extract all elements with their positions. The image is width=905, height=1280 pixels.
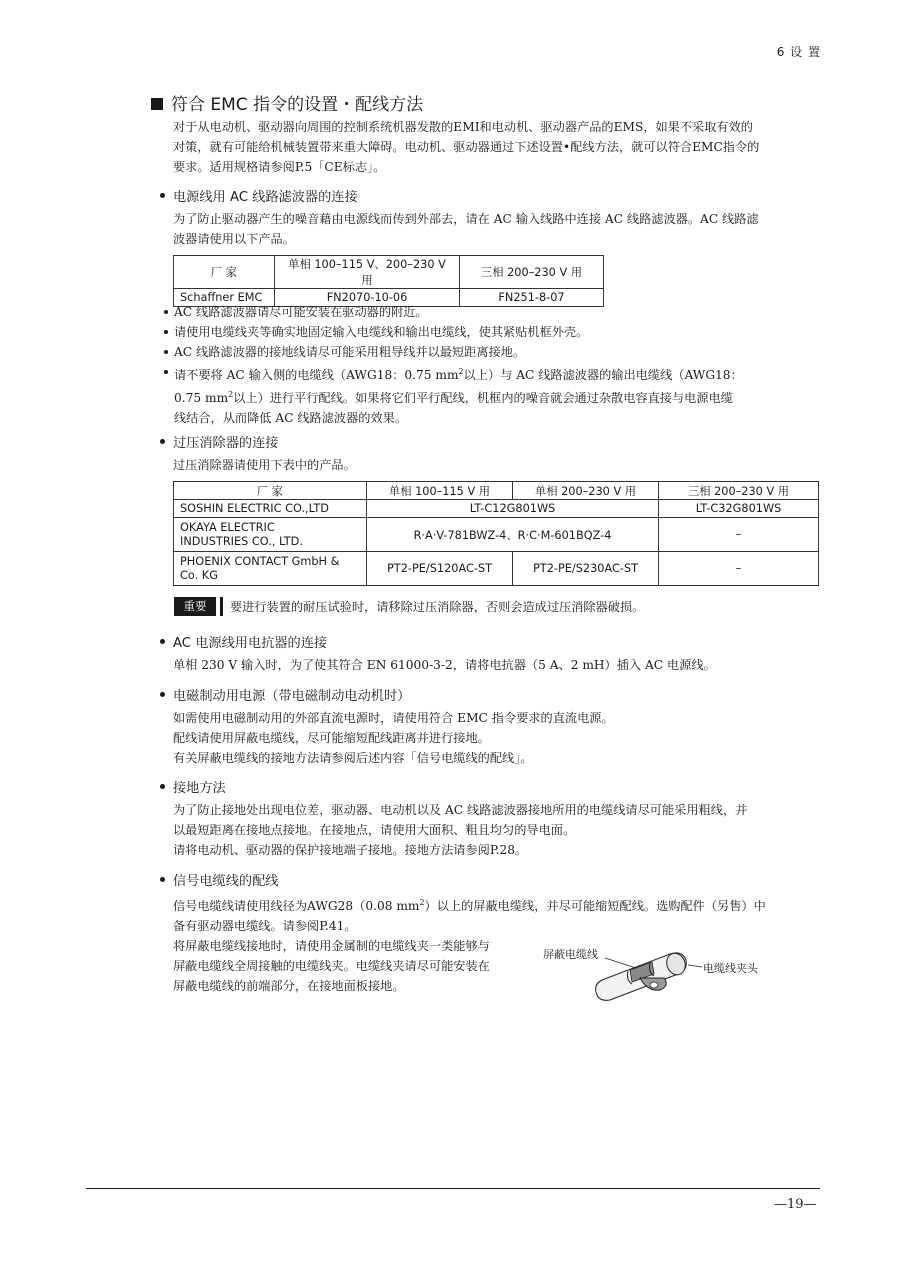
table-cell: – xyxy=(659,552,819,586)
reactor-heading xyxy=(160,632,327,651)
table-cell: LT-C12G801WS xyxy=(367,500,659,518)
list-item-text: 请不要将 AC 输入侧的电缆线（AWG18：0.75 mm xyxy=(174,368,459,383)
intro-line: 要求。适用规格请参阅P.5「CE标志」。 xyxy=(173,160,386,174)
cell-line: OKAYA ELECTRIC xyxy=(180,520,275,534)
brake-heading xyxy=(160,685,410,704)
superscript: 2 xyxy=(228,390,234,400)
bullet-dot-icon xyxy=(164,370,168,374)
text-line xyxy=(173,893,766,916)
text-line: 为了防止驱动器产生的噪音藉由电源线而传到外部去，请在 AC 输入线路中连接 AC 线路滤波器。AC 线路滤 xyxy=(173,212,759,226)
table-row xyxy=(174,552,819,586)
table-cell xyxy=(174,518,367,552)
text-line: 屏蔽电缆线的前端部分，在接地面板接地。 xyxy=(173,979,405,994)
table-cell: PT2-PE/S120AC-ST xyxy=(367,552,513,586)
list-item xyxy=(164,362,814,428)
important-divider xyxy=(220,597,223,616)
bullet-dot-icon xyxy=(160,639,165,644)
text-line: 以最短距离在接地点接地。在接地点，请使用大面积、粗且均匀的导电面。 xyxy=(173,823,576,837)
footer-rule xyxy=(86,1188,820,1189)
text-line: 为了防止接地处出现电位差，驱动器、电动机以及 AC 线路滤波器接地所用的电缆线请尽可能采用粗线，并 xyxy=(173,803,748,817)
text-span: 信号电缆线请使用线径为AWG28（0.08 mm xyxy=(173,899,420,914)
ac-filter-table xyxy=(173,255,604,307)
text-line: 请将电动机、驱动器的保护接地端子接地。接地方法请参阅P.28。 xyxy=(173,843,528,857)
section-title-text: 符合 EMC 指令的设置・配线方法 xyxy=(171,95,424,115)
bullet-dot-icon xyxy=(164,330,168,334)
list-item-text: 以上）与 AC 线路滤波器的输出电缆线（AWG18： xyxy=(463,368,743,383)
figure-label-shielded-cable: 屏蔽电缆线 xyxy=(543,948,598,961)
list-item xyxy=(164,342,814,362)
heading-text: 电磁制动用电源（带电磁制动电动机时） xyxy=(173,689,411,704)
bullet-dot-icon xyxy=(160,692,165,697)
table-row xyxy=(174,518,819,552)
text-line: 将屏蔽电缆线接地时，请使用金属制的电缆线夹一类能够与 xyxy=(173,939,490,954)
ground-heading xyxy=(160,777,226,796)
surge-table xyxy=(173,481,819,586)
figure-label-cable-clamp: 电缆线夹头 xyxy=(703,962,758,975)
list-item-text: AC 线路滤波器请尽可能安装在驱动器的附近。 xyxy=(174,305,428,319)
table-cell: FN2070-10-06 xyxy=(275,289,460,307)
text-span: ）以上的屏蔽电缆线，并尽可能缩短配线。选购配件（另售）中 xyxy=(424,899,766,914)
list-item-text: 请使用电缆线夹等确实地固定输入电缆线和输出电缆线，使其紧贴机框外壳。 xyxy=(174,325,589,339)
heading-text: 电源线用 AC 线路滤波器的连接 xyxy=(173,190,358,205)
chapter-header: 6 设 置 xyxy=(776,45,821,59)
ac-filter-bullets xyxy=(164,302,814,428)
table-cell: LT-C32G801WS xyxy=(659,500,819,518)
list-item xyxy=(164,302,814,322)
table-cell: R·A·V-781BWZ-4、R·C·M-601BQZ-4 xyxy=(367,518,659,552)
cell-line: PHOENIX CONTACT GmbH & xyxy=(180,554,340,568)
brake-text xyxy=(173,708,614,768)
text-line: 有关屏蔽电缆线的接地方法请参阅后述内容「信号电缆线的配线」。 xyxy=(173,751,533,765)
text-line: 配线请使用屏蔽电缆线，尽可能缩短配线距离并进行接地。 xyxy=(173,731,490,745)
list-item-text: 0.75 mm xyxy=(174,391,229,406)
list-item xyxy=(164,322,814,342)
table-header-cell: 单相 100–115 V、200–230 V 用 xyxy=(275,256,460,289)
heading-text: 信号电缆线的配线 xyxy=(173,874,279,889)
cell-line: INDUSTRIES CO., LTD. xyxy=(180,534,303,548)
table-header-row xyxy=(174,482,819,500)
section-title xyxy=(151,90,423,115)
signal-heading xyxy=(160,870,279,889)
table-row xyxy=(174,500,819,518)
table-header-cell: 厂 家 xyxy=(174,482,367,500)
ground-text xyxy=(173,800,747,860)
table-cell: – xyxy=(659,518,819,552)
cable-clamp-illustration xyxy=(590,940,710,1010)
superscript: 2 xyxy=(458,367,464,376)
table-header-row xyxy=(174,256,604,289)
bullet-dot-icon xyxy=(164,350,168,354)
intro-line: 对于从电动机、驱动器向周围的控制系统机器发散的EMI和电动机、驱动器产品的EMS，如果不采取有效的 xyxy=(173,120,753,134)
reactor-text: 单相 230 V 输入时，为了使其符合 EN 61000-3-2，请将电抗器（5 A、2 mH）插入 AC 电源线。 xyxy=(173,658,716,672)
bullet-dot-icon xyxy=(164,310,168,314)
heading-text: AC 电源线用电抗器的连接 xyxy=(173,636,328,651)
table-cell: Schaffner EMC xyxy=(174,289,275,307)
surge-heading xyxy=(160,432,279,451)
list-item-text: AC 线路滤波器的接地线请尽可能采用粗导线并以最短距离接地。 xyxy=(174,345,526,359)
table-header-cell: 三相 200–230 V 用 xyxy=(460,256,604,289)
superscript: 2 xyxy=(419,898,425,907)
text-line: 备有驱动器电缆线。请参阅P.41。 xyxy=(173,919,357,934)
text-line: 波器请使用以下产品。 xyxy=(173,232,295,246)
important-badge: 重要 xyxy=(174,597,216,616)
ac-filter-heading xyxy=(160,186,358,205)
surge-text: 过压消除器请使用下表中的产品。 xyxy=(173,458,356,472)
list-item-text: 以上）进行平行配线。如果将它们平行配线，机框内的噪音就会通过杂散电容直接与电源电缆 xyxy=(233,391,733,406)
table-cell: SOSHIN ELECTRIC CO.,LTD xyxy=(174,500,367,518)
table-header-cell: 单相 200–230 V 用 xyxy=(513,482,659,500)
table-header-cell: 三相 200–230 V 用 xyxy=(659,482,819,500)
table-cell: PT2-PE/S230AC-ST xyxy=(513,552,659,586)
cell-line: Co. KG xyxy=(180,568,218,582)
text-line: 如需使用电磁制动用的外部直流电源时，请使用符合 EMC 指令要求的直流电源。 xyxy=(173,711,614,725)
square-bullet-icon xyxy=(151,98,163,110)
intro-paragraph xyxy=(173,117,759,177)
bullet-dot-icon xyxy=(160,877,165,882)
bullet-dot-icon xyxy=(160,193,165,198)
heading-text: 接地方法 xyxy=(173,781,226,796)
important-note: 要进行装置的耐压试验时，请移除过压消除器，否则会造成过压消除器破损。 xyxy=(230,600,645,614)
bullet-dot-icon xyxy=(160,784,165,789)
table-header-cell: 单相 100–115 V 用 xyxy=(367,482,513,500)
table-cell: FN251-8-07 xyxy=(460,289,604,307)
page-number: —19— xyxy=(774,1197,817,1212)
list-item-text: 线结合，从而降低 AC 线路滤波器的效果。 xyxy=(174,411,408,426)
ac-filter-text xyxy=(173,209,759,249)
text-line: 屏蔽电缆线全周接触的电缆线夹。电缆线夹请尽可能安装在 xyxy=(173,959,490,974)
intro-line: 对策，就有可能给机械装置带来重大障碍。电动机、驱动器通过下述设置•配线方法，就可以符合EMC指令的 xyxy=(173,140,760,154)
table-cell xyxy=(174,552,367,586)
table-header-cell: 厂 家 xyxy=(174,256,275,289)
bullet-dot-icon xyxy=(160,439,165,444)
heading-text: 过压消除器的连接 xyxy=(173,436,279,451)
